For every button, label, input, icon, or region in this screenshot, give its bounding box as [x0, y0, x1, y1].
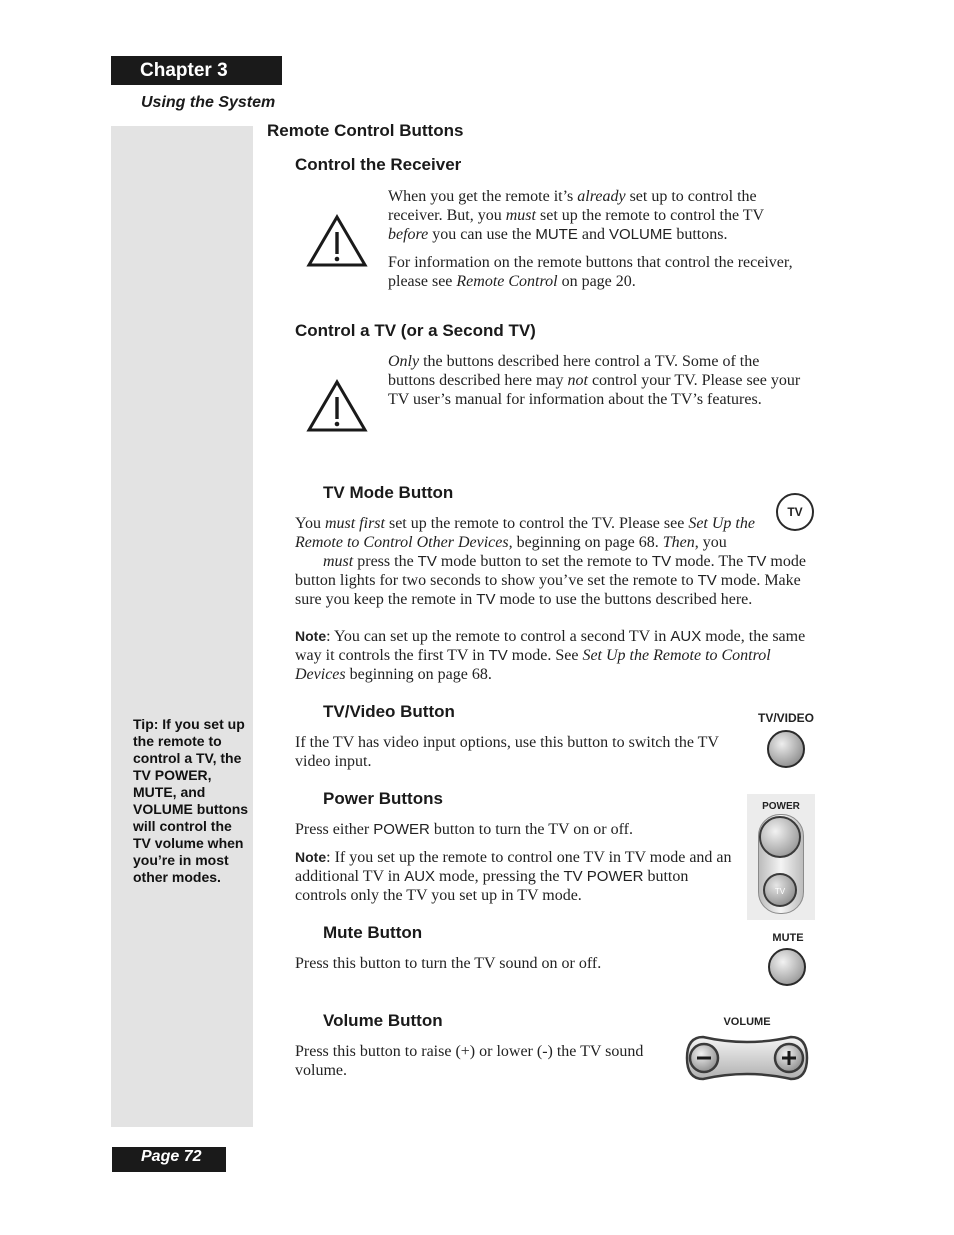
- power-buttons-panel: [747, 794, 815, 920]
- second-tv-heading: Control a TV (or a Second TV): [295, 321, 536, 340]
- mute-text: Press this button to turn the TV sound on or off.: [295, 955, 602, 972]
- warning-icon: [306, 214, 368, 268]
- tv-mode-note: Note: You can set up the remote to control a second TV in AUX mode, the same way it controls the first TV in TV mode. See Set Up the Remote to Control Devices beginning on page 68.: [295, 628, 806, 683]
- volume-text: Press this button to raise (+) or lower (-) the TV sound volume.: [295, 1043, 644, 1079]
- sidebar: [111, 126, 253, 1127]
- tv-video-icon-label: TV/VIDEO: [757, 711, 814, 725]
- second-tv-text: [388, 352, 803, 409]
- page-title: Remote Control Buttons: [267, 121, 464, 140]
- warning-icon: [306, 379, 368, 433]
- mute-heading: Mute Button: [323, 923, 423, 942]
- receiver-paragraph-1: When you get the remote it’s already set up to control the receiver. But, you must set up the remote to control the TV before you can use the MUTE and VOLUME buttons.: [388, 188, 764, 243]
- receiver-paragraph-2: For information on the remote buttons that control the receiver, please see Remote Control on page 20.: [388, 254, 793, 290]
- power-heading: Power Buttons: [323, 789, 443, 808]
- page-number-tab: [112, 1147, 226, 1172]
- mute-icon-label: MUTE: [772, 932, 804, 944]
- section-label: Using the System: [141, 94, 276, 111]
- chapter-tab: [111, 56, 282, 85]
- page-number: Page 72: [141, 1148, 202, 1165]
- tv-power-button-icon: TV: [763, 873, 797, 907]
- volume-heading: Volume Button: [323, 1011, 443, 1030]
- volume-icon-label: VOLUME: [723, 1016, 771, 1028]
- tv-video-button-icon: [767, 730, 805, 768]
- sidebar-tip: Tip: If you set up the remote to control a TV, the TV POWER, MUTE, and VOLUME buttons will control the TV volume when you’re in most other modes.: [133, 716, 249, 885]
- tv-mode-text-1: You must first set up the remote to control the TV. Please see Set Up the Remote to Control Other Devices, beginning on page 68. Then, you: [295, 515, 755, 551]
- tv-mode-text-2b: must press the TV mode button to set the remote to TV mode. The TV mode button lights for two seconds to show you’ve set the remote to TV mode. Make sure you keep the remote in TV mode to use the buttons described here.: [295, 553, 806, 608]
- tv-mode-button-icon: TV: [776, 493, 814, 531]
- power-note: Note: If you set up the remote to control one TV in TV mode and an additional TV in AUX mode, pressing the TV POWER button controls only the TV you set up in TV mode.: [295, 849, 732, 904]
- receiver-heading: Control the Receiver: [295, 155, 462, 174]
- power-text: Press either POWER button to turn the TV on or off.: [295, 821, 633, 838]
- power-button-icon: [759, 816, 801, 858]
- power-icon-label: POWER: [762, 801, 800, 812]
- volume-rocker-icon: [685, 1033, 809, 1083]
- receiver-text: [388, 187, 808, 291]
- chapter-title: Chapter 3: [140, 60, 228, 81]
- tv-mode-heading: TV Mode Button: [323, 483, 454, 502]
- second-tv-paragraph: Only the buttons described here control a TV. Some of the buttons described here may not control your TV. Please see your TV user’s manual for information about the TV’s features.: [388, 353, 801, 408]
- tv-video-heading: TV/Video Button: [323, 702, 455, 721]
- tv-video-text: If the TV has video input options, use this button to switch the TV video input.: [295, 734, 719, 770]
- mute-button-icon: [768, 948, 806, 986]
